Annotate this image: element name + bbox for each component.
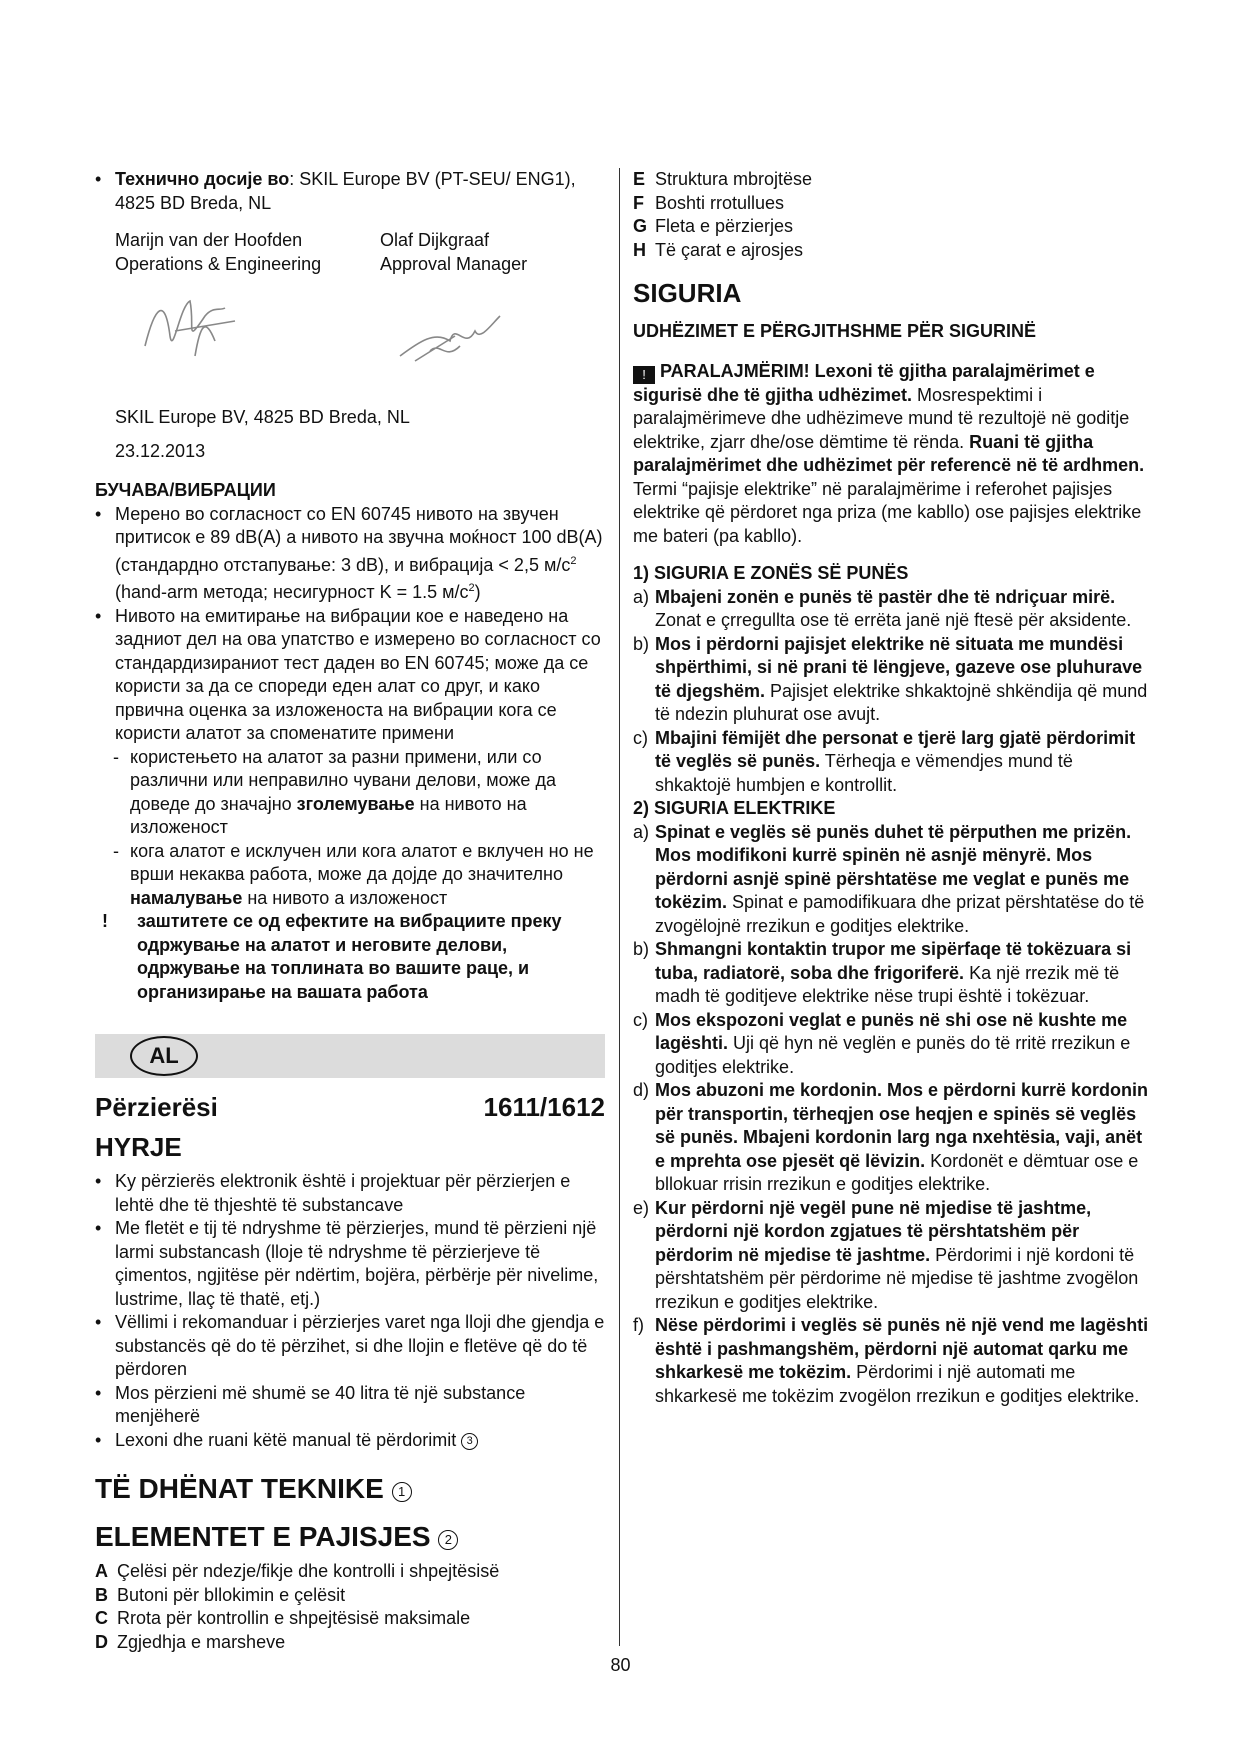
signatory1-title: Operations & Engineering <box>115 253 322 274</box>
tech-file-line: • Технично досије во: SKIL Europe BV (PT-SEU/ ENG1), 4825 BD Breda, NL <box>95 168 605 215</box>
product-title-row <box>95 1092 605 1122</box>
intro-heading: HYRJE <box>95 1132 182 1162</box>
noise-bullet-2: • Нивото на емитирање на вибрации кое е наведено на задниот дел на ова упатство е измерено во согласност со стандардизираниот тест даден во EN 60745; може да се користи за да се спореди еден алат со друг, и како првична оценка за изложеноста на вибрации кога се користи алатот за споменатите примени <box>95 605 605 746</box>
noise-bullet-1: • Мерено во согласност со EN 60745 нивото на звучен притисок е 89 dB(A) а нивото на звучна моќност 100 dB(A) (стандардно отстапување: 3 dB), и вибрација < 2,5 $м/с^2$ (hand-arm метода; несигурност K = 1.5 $м/с^2$) <box>95 503 605 605</box>
work-area-heading: 1) SIGURIA E ZONËS SË PUNËS <box>633 563 909 583</box>
signatures <box>95 286 605 406</box>
product-name: Përzierësi <box>95 1092 218 1122</box>
electrical-item: e) Kur përdorni një vegël pune në mjedise të jashtme, përdorni një kordon zgjatues të përshtatshëm për përdorim në mjedise të jashtme. Përdorimi i një kordoni të përshtatshëm për përdorime në mjedise të jashtme zvogëlon rrezikun e goditjes elektrike. <box>633 1197 1139 1312</box>
work-area-item: a) Mbajeni zonën e punës të pastër dhe të ndriçuar mirë. Zonat e çrregullta ose të errëta janë një ftesë për aksidente. <box>633 586 1132 630</box>
noise-warning: ! заштитете се од ефектите на вибрациите преку одржување на алатот и неговите делови, одржување на топлината во вашите раце, и организирање на вашата работа <box>102 911 562 1002</box>
signature-2-image <box>395 311 505 371</box>
signatory2-name: Olaf Dijkgraaf <box>380 230 490 250</box>
electrical-item: a) Spinat e veglës së punës duhet të përputhen me prizën. Mos modifikoni kurrë spinën në asnjë mënyrë. Mos përdorni asnjë spinë përshtatëse me veglat e punës me tokëzim. Spinat e pamodifikuara dhe prizat përshtatëse do të zvogëlojnë rrezikun e goditjes elektrike. <box>633 821 1145 936</box>
language-code-badge: AL <box>130 1036 198 1076</box>
column-divider <box>619 168 620 1646</box>
intro-bullet: • Me fletët e tij të ndryshme të përzierjes, mund të përzieni një larmi substancash (lloje të ndryshme të përzierjeve të çimentos, ngjitëse për ndërtim, bojëra, përbërje për nivelime, lustrime, llaç të thatë, etj.) <box>95 1217 605 1311</box>
tech-data-heading: TË DHËNAT TEKNIKE 1 <box>95 1472 605 1506</box>
language-band <box>95 1034 605 1078</box>
signatories <box>95 229 605 276</box>
signatory2-title: Approval Manager <box>380 253 528 274</box>
noise-dash-2: - кога алатот е исклучен или кога алатот е вклучен но не врши некаква работа, може да дојде до значително намалување на нивото а изложеност <box>95 840 605 911</box>
general-warning: ! PARALAJMËRIM! Lexoni të gjitha paralajmërimet e sigurisë dhe të gjitha udhëzimet. Mosrespektimi i paralajmërimeve dhe udhëzimeve mund të rezultojë në goditje elektrike, zjarr dhe/ose dëmtime të rënda. Ruani të gjitha paralajmërimet dhe udhëzimet për referencë në të ardhmen. Termi “pajisje elektrike” në paralajmërime i referohet pajisjes elektrike që përdoret nga priza (me kabllo) ose pajisjes elektrike me bateri (pa kabllo). <box>633 360 1145 546</box>
figure-ref-2: 2 <box>438 1530 458 1550</box>
element-item: B Butoni për bllokimin e çelësit <box>95 1584 346 1605</box>
signatory1-name: Marijn van der Hoofden <box>115 230 303 250</box>
intro-bullet: • Vëllimi i rekomanduar i përzierjes varet nga lloji dhe gjendja e substancës që do të përzihet, si dhe llojin e fletëve që do të përdoren <box>95 1311 605 1382</box>
right-column <box>633 168 1151 1408</box>
page-number: 80 <box>610 1655 631 1675</box>
element-item: F Boshti rrotullues <box>633 192 785 213</box>
electrical-item: c) Mos ekspozoni veglat e punës në shi ose në kushte me lagështi. Uji që hyn në veglën e punës do të rritë rrezikun e goditjes elektrike. <box>633 1009 1131 1077</box>
element-item: D Zgjedhja e marsheve <box>95 1631 286 1652</box>
product-model: 1611/1612 <box>483 1092 605 1122</box>
intro-bullet: • Mos përzieni më shumë se 40 litra të një substance menjëherë <box>95 1382 605 1429</box>
element-item: C Rrota për kontrollin e shpejtësisë maksimale <box>95 1608 471 1628</box>
document-date: 23.12.2013 <box>115 440 206 461</box>
exclamation-icon: ! <box>102 911 108 931</box>
element-item: A Çelësi për ndezje/fikje dhe kontrolli i shpejtësisë <box>95 1561 500 1581</box>
safety-heading: SIGURIA <box>633 278 742 308</box>
elements-heading: ELEMENTET E PAJISJES 2 <box>95 1520 605 1554</box>
electrical-heading: 2) SIGURIA ELEKTRIKE <box>633 798 836 818</box>
noise-dash-1: - користењето на алатот за разни примени, или со различни или неправилно чувани делови, може да доведе до значајно зголемување на нивото на изложеност <box>95 746 605 840</box>
intro-bullet-last: • Lexoni dhe ruani këtë manual të përdorimit 3 <box>95 1429 605 1453</box>
element-item: G Fleta e përzierjes <box>633 216 794 236</box>
electrical-item: b) Shmangni kontaktin trupor me sipërfaqe të tokëzuara si tuba, radiatorë, soba dhe frigoriferë. Ka një rrezik më të madh të goditjeve elektrike nëse trupi është i tokëzuar. <box>633 939 1132 1006</box>
electrical-item: f) Nëse përdorimi i veglës së punës në një vend me lagështi është i pashmangshëm, përdorni një automat qarku me shkarkesë me tokëzim. Përdorimi i një automati me shkarkesë me tokëzim zvogëlon rrezikun e goditjes elektrike. <box>633 1315 1149 1406</box>
general-safety-heading: UDHËZIMET E PËRGJITHSHME PËR SIGURINË <box>633 321 1037 341</box>
left-column <box>95 168 605 1654</box>
work-area-item: b) Mos i përdorni pajisjet elektrike në situata me mundësi shpërthimi, si në prani të lëngjeve, gazeve ose pluhurave të djegshëm. Pajisjet elektrike shkaktojnë shkëndija që mund të ndezin pluhurat ose avujt. <box>633 633 1148 724</box>
figure-ref-1: 1 <box>392 1482 412 1502</box>
noise-heading: БУЧАВА/ВИБРАЦИИ <box>95 480 276 500</box>
electrical-item: d) Mos abuzoni me kordonin. Mos e përdorni kurrë kordonin për transportin, tërheqjen ose heqjen e spinës së veglës së punës. Mbajeni kordonin larg nga nxehtësia, vaji, anët e mprehta ose pjesët që lëvizin. Kordonët e dëmtuar ose e bllokuar rrisin rrezikun e goditjes elektrike. <box>633 1080 1149 1194</box>
signature-1-image <box>135 286 255 366</box>
element-item: H Të çarat e ajrosjes <box>633 239 804 260</box>
company-address: SKIL Europe BV, 4825 BD Breda, NL <box>115 407 410 427</box>
figure-ref-3: 3 <box>461 1433 478 1450</box>
work-area-item: c) Mbajini fëmijët dhe personat e tjerë larg gjatë përdorimit të veglës së punës. Tërheqja e vëmendjes mund të shkaktojë humbjen e kontrollit. <box>633 727 1136 795</box>
element-item: E Struktura mbrojtëse <box>633 169 813 189</box>
warning-icon: ! <box>633 366 655 384</box>
intro-bullet: • Ky përzierës elektronik është i projektuar për përzierjen e lehtë dhe të thjeshtë të substancave <box>95 1170 605 1217</box>
